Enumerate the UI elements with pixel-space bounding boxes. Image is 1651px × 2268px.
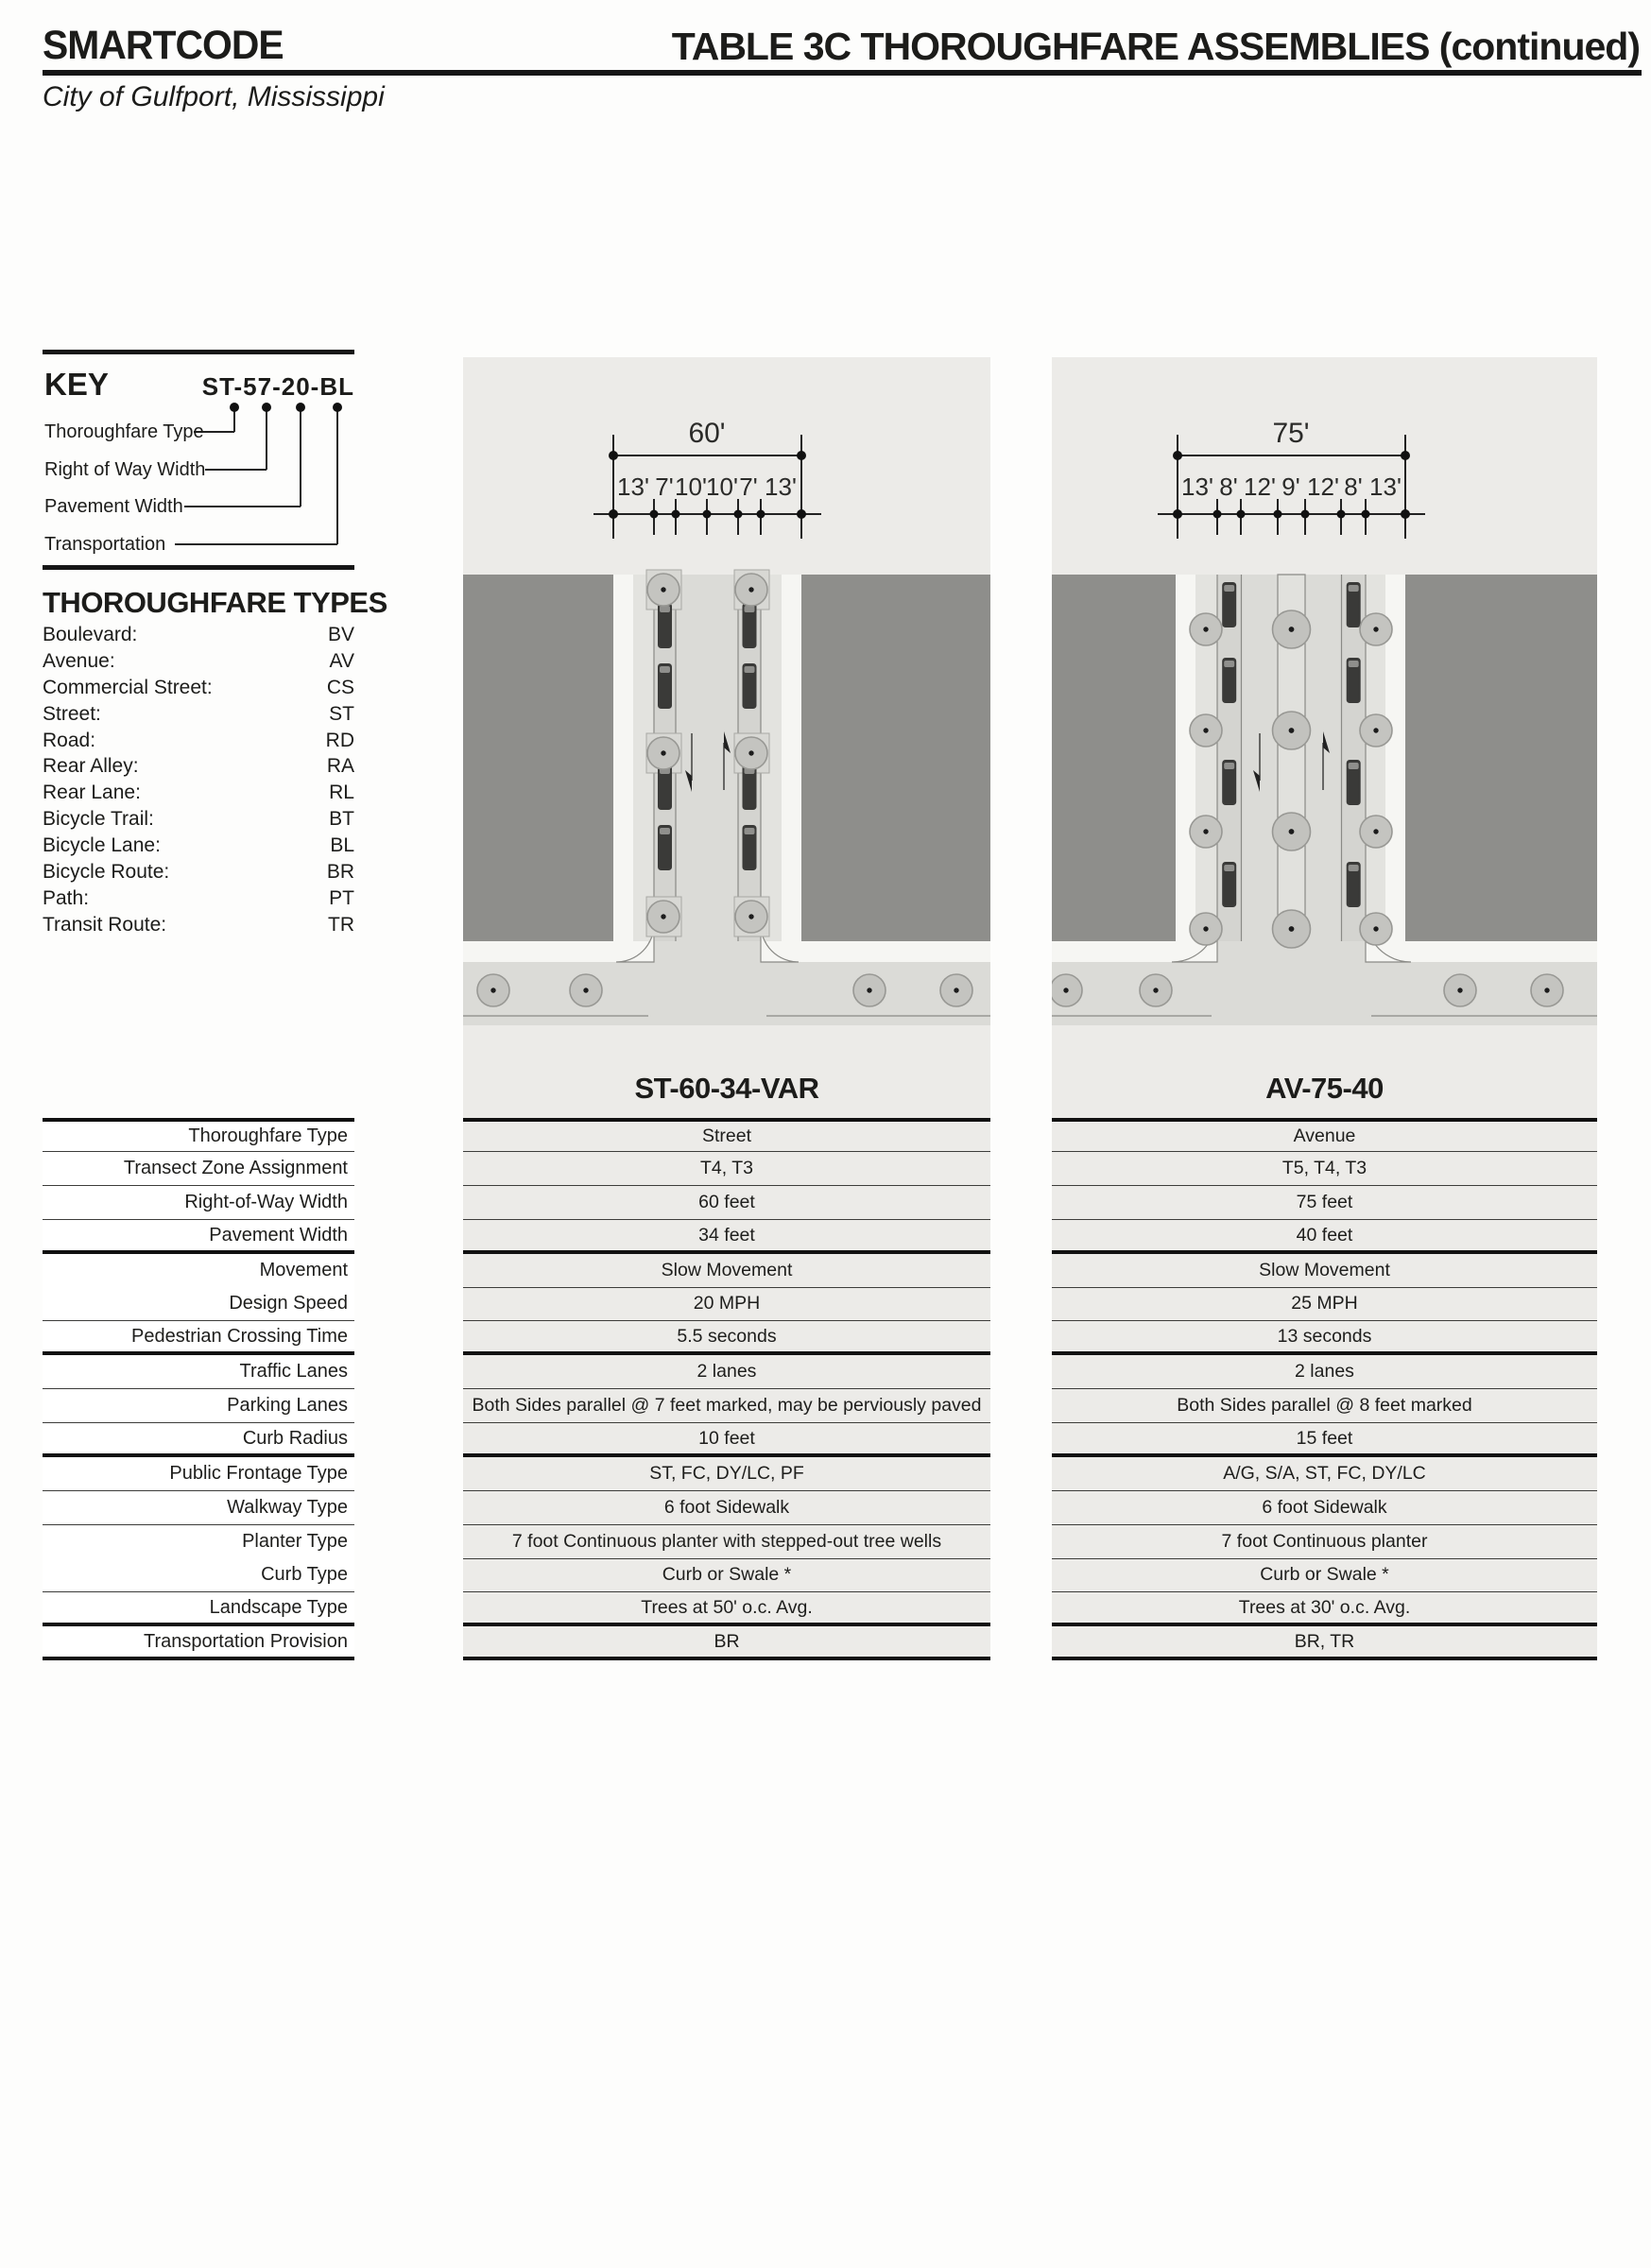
segment-label: 9' xyxy=(1281,472,1300,501)
brand-title: SMARTCODE xyxy=(43,23,284,68)
key-panel xyxy=(43,350,354,573)
list-item xyxy=(43,648,354,675)
segment-label: 13' xyxy=(617,472,649,501)
type-label: Avenue: xyxy=(43,649,115,672)
segment-label: 13' xyxy=(1181,472,1213,501)
street-plan-diagram xyxy=(463,357,990,1025)
type-code: BR xyxy=(326,860,354,883)
spec-value: Curb or Swale * xyxy=(463,1558,990,1592)
type-label: Transit Route: xyxy=(43,913,167,936)
row-label: Right-of-Way Width xyxy=(43,1186,354,1220)
spec-value: 60 feet xyxy=(463,1186,990,1220)
key-label-thoroughfare-type: Thoroughfare Type xyxy=(44,421,204,442)
spec-value: 6 foot Sidewalk xyxy=(463,1491,990,1525)
spec-value: BR, TR xyxy=(1052,1626,1597,1660)
type-label: Rear Lane: xyxy=(43,782,141,804)
spec-value: 2 lanes xyxy=(1052,1355,1597,1389)
list-item xyxy=(43,912,354,938)
type-code: PT xyxy=(329,886,354,909)
spec-value: 2 lanes xyxy=(463,1355,990,1389)
segment-label: 12' xyxy=(1244,472,1276,501)
type-label: Bicycle Trail: xyxy=(43,808,154,831)
spec-value: A/G, S/A, ST, FC, DY/LC xyxy=(1052,1457,1597,1491)
assembly-title: ST-60-34-VAR xyxy=(634,1072,819,1105)
spec-value: Trees at 50' o.c. Avg. xyxy=(463,1592,990,1626)
spec-value: 25 MPH xyxy=(1052,1287,1597,1321)
list-item xyxy=(43,885,354,912)
type-label: Bicycle Route: xyxy=(43,860,170,883)
key-example-code: ST-57-20-BL xyxy=(201,372,354,401)
spec-value: Slow Movement xyxy=(1052,1254,1597,1288)
list-item xyxy=(43,622,354,648)
list-item xyxy=(43,833,354,859)
row-label: Public Frontage Type xyxy=(43,1457,354,1491)
segment-label: 13' xyxy=(1369,472,1402,501)
spec-value: BR xyxy=(463,1626,990,1660)
spec-value: 34 feet xyxy=(463,1220,990,1254)
spec-value: 10 feet xyxy=(463,1423,990,1457)
row-label: Planter Type xyxy=(43,1525,354,1559)
header-subtitle: City of Gulfport, Mississippi xyxy=(43,81,385,112)
segment-label: 10' xyxy=(675,472,707,501)
type-code: ST xyxy=(329,702,354,725)
row-label: Pavement Width xyxy=(43,1220,354,1254)
type-label: Street: xyxy=(43,702,101,725)
row-label: Transect Zone Assignment xyxy=(43,1152,354,1186)
spec-value: 5.5 seconds xyxy=(463,1321,990,1355)
spec-value: Street xyxy=(463,1118,990,1152)
segment-label: 8' xyxy=(1219,472,1238,501)
spec-value: T5, T4, T3 xyxy=(1052,1152,1597,1186)
spec-value: Both Sides parallel @ 8 feet marked xyxy=(1052,1389,1597,1423)
list-item xyxy=(43,753,354,780)
type-code: RA xyxy=(326,755,354,778)
spec-value: Slow Movement xyxy=(463,1254,990,1288)
type-code: RL xyxy=(329,782,354,804)
spec-value: 15 feet xyxy=(1052,1423,1597,1457)
row-label: Walkway Type xyxy=(43,1491,354,1525)
row-label: Curb Radius xyxy=(43,1423,354,1457)
row-label: Transportation Provision xyxy=(43,1626,354,1660)
key-heading: KEY xyxy=(44,367,109,402)
row-label: Traffic Lanes xyxy=(43,1355,354,1389)
key-label-transportation: Transportation xyxy=(44,534,166,555)
spec-value: 7 foot Continuous planter with stepped-out tree wells xyxy=(463,1525,990,1559)
type-code: AV xyxy=(329,649,354,672)
row-label: Thoroughfare Type xyxy=(43,1118,354,1152)
assembly-title: AV-75-40 xyxy=(1265,1072,1384,1105)
spec-value: Both Sides parallel @ 7 feet marked, may be perviously paved xyxy=(463,1389,990,1423)
row-label: Pedestrian Crossing Time xyxy=(43,1321,354,1355)
spec-value: ST, FC, DY/LC, PF xyxy=(463,1457,990,1491)
segment-label: 12' xyxy=(1307,472,1339,501)
spec-value: 7 foot Continuous planter xyxy=(1052,1525,1597,1559)
segment-label: 7' xyxy=(739,472,758,501)
row-label: Curb Type xyxy=(43,1558,354,1592)
list-item xyxy=(43,728,354,754)
row-label: Parking Lanes xyxy=(43,1389,354,1423)
spec-value: 20 MPH xyxy=(463,1287,990,1321)
spec-value: Curb or Swale * xyxy=(1052,1558,1597,1592)
spec-value: 75 feet xyxy=(1052,1186,1597,1220)
total-width-label: 75' xyxy=(1272,418,1310,449)
spec-value: 6 foot Sidewalk xyxy=(1052,1491,1597,1525)
list-item xyxy=(43,806,354,833)
list-item xyxy=(43,780,354,806)
thoroughfare-types-heading: THOROUGHFARE TYPES xyxy=(43,586,387,619)
key-label-pavement-width: Pavement Width xyxy=(44,496,183,517)
spec-value: 40 feet xyxy=(1052,1220,1597,1254)
row-label: Movement xyxy=(43,1254,354,1288)
row-label: Design Speed xyxy=(43,1287,354,1321)
segment-label: 7' xyxy=(655,472,674,501)
type-label: Boulevard: xyxy=(43,623,138,645)
page-title: TABLE 3C THOROUGHFARE ASSEMBLIES (continued) xyxy=(671,25,1640,68)
spec-value: T4, T3 xyxy=(463,1152,990,1186)
type-label: Bicycle Lane: xyxy=(43,834,161,857)
spec-value: 13 seconds xyxy=(1052,1321,1597,1355)
avenue-plan-diagram xyxy=(1052,357,1597,1025)
spec-value: Trees at 30' o.c. Avg. xyxy=(1052,1592,1597,1626)
segment-label: 10' xyxy=(706,472,738,501)
type-label: Path: xyxy=(43,886,90,909)
key-label-row-width: Right of Way Width xyxy=(44,459,206,480)
spec-value: Avenue xyxy=(1052,1118,1597,1152)
type-code: BV xyxy=(327,623,354,645)
type-label: Rear Alley: xyxy=(43,755,139,778)
total-width-label: 60' xyxy=(688,418,726,449)
thoroughfare-types-list xyxy=(43,622,354,938)
type-code: BT xyxy=(329,808,354,831)
type-code: CS xyxy=(326,676,354,698)
key-rule-bottom xyxy=(43,565,354,570)
type-code: RD xyxy=(325,729,354,751)
type-code: BL xyxy=(330,834,354,857)
row-label: Landscape Type xyxy=(43,1592,354,1626)
list-item xyxy=(43,859,354,885)
header-rule xyxy=(43,70,1642,76)
list-item xyxy=(43,675,354,701)
segment-label: 13' xyxy=(765,472,797,501)
type-label: Road: xyxy=(43,729,96,751)
list-item xyxy=(43,701,354,728)
type-code: TR xyxy=(328,913,354,936)
segment-label: 8' xyxy=(1344,472,1363,501)
type-label: Commercial Street: xyxy=(43,676,213,698)
